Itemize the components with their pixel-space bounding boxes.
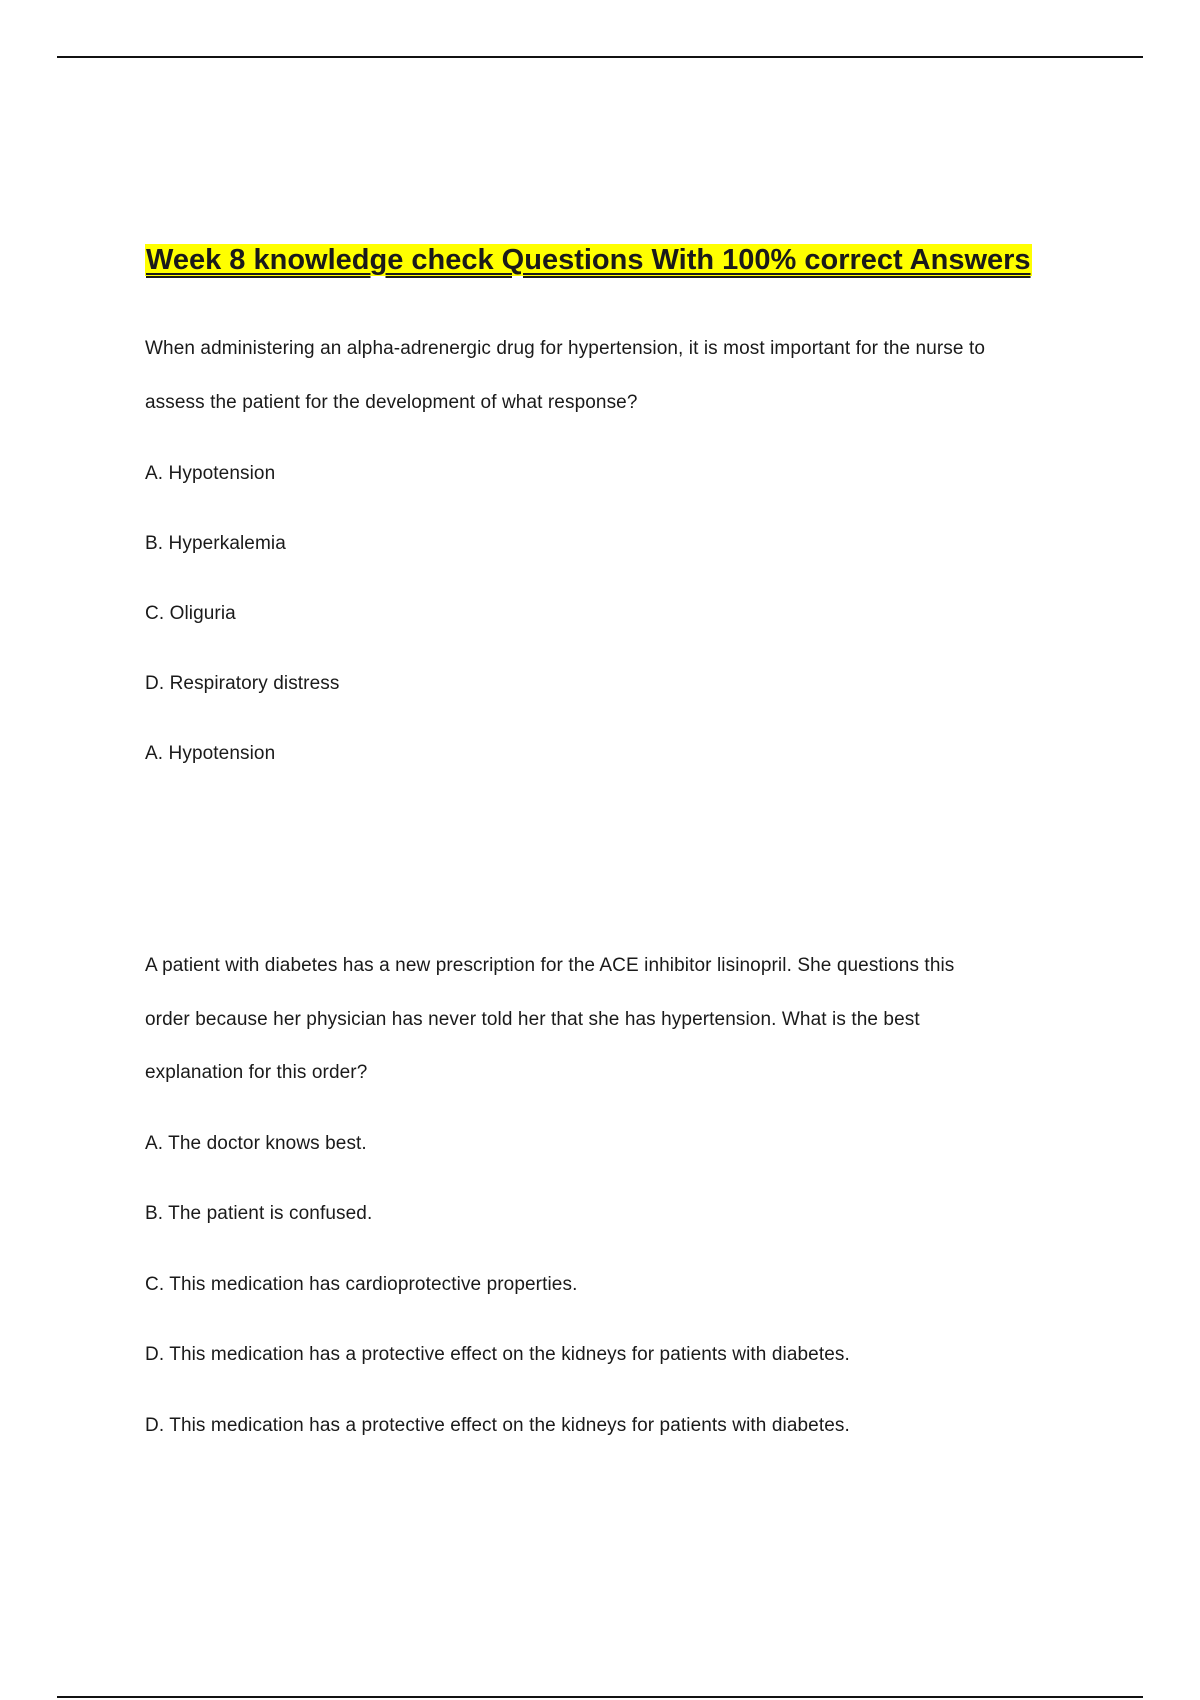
question-2-stem-line-1: A patient with diabetes has a new prescription for the ACE inhibitor lisinopril. She questions this	[145, 955, 955, 976]
question-2-option-b: B. The patient is confused.	[145, 1203, 373, 1224]
question-2-stem-line-3: explanation for this order?	[145, 1062, 368, 1083]
question-1-option-b: B. Hyperkalemia	[145, 533, 286, 554]
question-2-answer: D. This medication has a protective effect on the kidneys for patients with diabetes.	[145, 1415, 850, 1436]
question-2-option-a: A. The doctor knows best.	[145, 1133, 367, 1154]
footer-rule	[57, 1696, 1143, 1698]
question-1-option-a: A. Hypotension	[145, 463, 276, 484]
question-1-stem-line-1: When administering an alpha-adrenergic drug for hypertension, it is most important for the nurse to	[145, 338, 985, 359]
question-1-option-c: C. Oliguria	[145, 603, 236, 624]
question-1-option-d: D. Respiratory distress	[145, 673, 340, 694]
question-2-stem-line-2: order because her physician has never told her that she has hypertension. What is the best	[145, 1009, 920, 1030]
question-2-option-d: D. This medication has a protective effect on the kidneys for patients with diabetes.	[145, 1344, 850, 1365]
question-1-answer: A. Hypotension	[145, 743, 276, 764]
document-title: Week 8 knowledge check Questions With 100% correct Answers	[146, 244, 1031, 276]
question-2-option-c: C. This medication has cardioprotective properties.	[145, 1274, 578, 1295]
question-1-stem-line-2: assess the patient for the development of what response?	[145, 392, 638, 413]
header-rule	[57, 56, 1143, 58]
